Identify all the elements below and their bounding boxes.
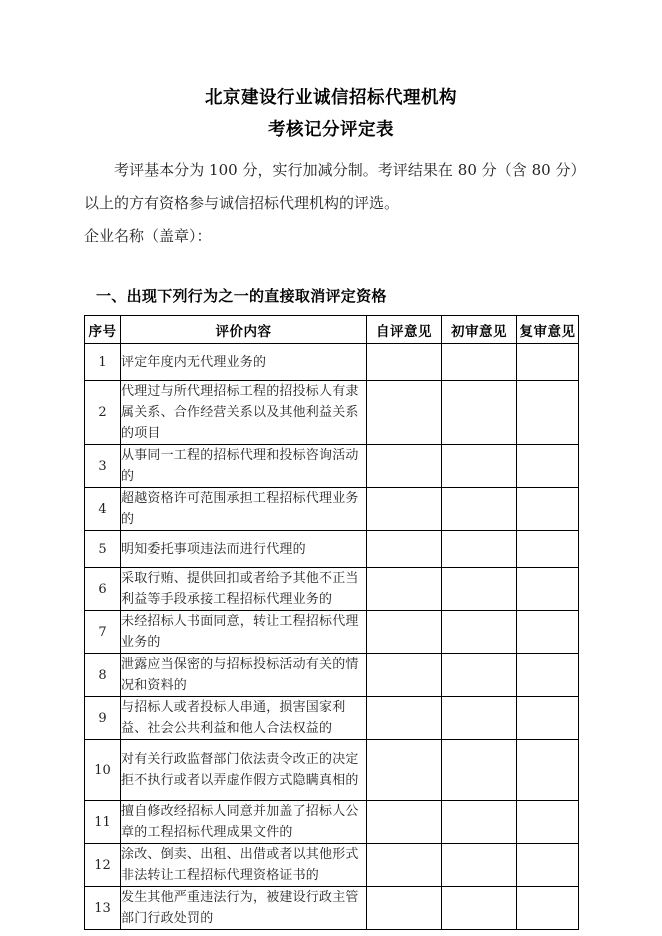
cell-second-review[interactable] [517,801,579,844]
cell-first-review[interactable] [442,887,517,930]
column-header-content: 评价内容 [121,316,367,344]
table-header-row [85,316,579,344]
company-name-label: 企业名称（盖章）： [84,227,212,245]
table-row [85,344,579,381]
cell-first-review[interactable] [442,697,517,740]
intro-paragraph [84,154,578,220]
cell-evaluation-content: 与招标人或者投标人串通，损害国家利益、社会公共利益和他人合法权益的 [121,697,367,740]
cell-row-number: 4 [85,488,121,531]
column-header-self-review: 自评意见 [367,316,442,344]
cell-row-number: 13 [85,887,121,930]
table-body [85,344,579,930]
cell-evaluation-content: 超越资格许可范围承担工程招标代理业务的 [121,488,367,531]
cell-row-number: 6 [85,568,121,611]
intro-paragraph-text: 考评基本分为 100 分，实行加减分制。考评结果在 80 分（含 80 分）以上的方有资格参与诚信招标代理机构的评选。 [84,161,578,212]
cell-self-review[interactable] [367,381,442,445]
page-subtitle: 考核记分评定表 [268,120,394,140]
cell-first-review[interactable] [442,654,517,697]
cell-row-number: 5 [85,531,121,568]
table-row [85,844,579,887]
cell-second-review[interactable] [517,611,579,654]
cell-self-review[interactable] [367,445,442,488]
cell-second-review[interactable] [517,740,579,801]
cell-evaluation-content: 擅自修改经招标人同意并加盖了招标人公章的工程招标代理成果文件的 [121,801,367,844]
cell-row-number: 2 [85,381,121,445]
evaluation-table [84,315,579,930]
cell-self-review[interactable] [367,488,442,531]
cell-evaluation-content: 明知委托事项违法而进行代理的 [121,531,367,568]
cell-evaluation-content: 对有关行政监督部门依法责令改正的决定拒不执行或者以弄虚作假方式隐瞒真相的 [121,740,367,801]
cell-first-review[interactable] [442,740,517,801]
table-row [85,568,579,611]
table-row [85,654,579,697]
cell-second-review[interactable] [517,488,579,531]
cell-evaluation-content: 从事同一工程的招标代理和投标咨询活动的 [121,445,367,488]
table-row [85,381,579,445]
cell-first-review[interactable] [442,611,517,654]
cell-row-number: 1 [85,344,121,381]
cell-self-review[interactable] [367,344,442,381]
cell-second-review[interactable] [517,381,579,445]
page-title: 北京建设行业诚信招标代理机构 [205,88,457,108]
cell-self-review[interactable] [367,844,442,887]
column-header-first-review: 初审意见 [442,316,517,344]
cell-evaluation-content: 涂改、倒卖、出租、出借或者以其他形式非法转让工程招标代理资格证书的 [121,844,367,887]
table-header [85,316,579,344]
document-body [84,84,578,930]
table-row [85,887,579,930]
section-heading-one: 一、出现下列行为之一的直接取消评定资格 [96,287,387,305]
cell-evaluation-content: 评定年度内无代理业务的 [121,344,367,381]
cell-evaluation-content: 代理过与所代理招标工程的招投标人有隶属关系、合作经营关系以及其他利益关系的项目 [121,381,367,445]
column-header-second-review: 复审意见 [517,316,579,344]
table-row [85,801,579,844]
cell-self-review[interactable] [367,568,442,611]
cell-row-number: 12 [85,844,121,887]
cell-evaluation-content: 泄露应当保密的与招标投标活动有关的情况和资料的 [121,654,367,697]
cell-self-review[interactable] [367,887,442,930]
table-row [85,740,579,801]
cell-first-review[interactable] [442,344,517,381]
cell-row-number: 8 [85,654,121,697]
cell-second-review[interactable] [517,887,579,930]
cell-evaluation-content: 发生其他严重违法行为，被建设行政主管部门行政处罚的 [121,887,367,930]
cell-row-number: 3 [85,445,121,488]
cell-first-review[interactable] [442,844,517,887]
cell-row-number: 10 [85,740,121,801]
cell-self-review[interactable] [367,740,442,801]
cell-self-review[interactable] [367,654,442,697]
cell-second-review[interactable] [517,568,579,611]
cell-second-review[interactable] [517,844,579,887]
table-row [85,531,579,568]
cell-second-review[interactable] [517,697,579,740]
cell-first-review[interactable] [442,445,517,488]
table-row [85,445,579,488]
cell-self-review[interactable] [367,801,442,844]
table-row [85,611,579,654]
table-row [85,697,579,740]
cell-second-review[interactable] [517,531,579,568]
table-row [85,488,579,531]
cell-evaluation-content: 未经招标人书面同意，转让工程招标代理业务的 [121,611,367,654]
cell-second-review[interactable] [517,344,579,381]
cell-self-review[interactable] [367,531,442,568]
cell-row-number: 11 [85,801,121,844]
cell-second-review[interactable] [517,654,579,697]
cell-first-review[interactable] [442,568,517,611]
cell-row-number: 7 [85,611,121,654]
cell-evaluation-content: 采取行贿、提供回扣或者给予其他不正当利益等手段承接工程招标代理业务的 [121,568,367,611]
cell-first-review[interactable] [442,801,517,844]
column-header-no: 序号 [85,316,121,344]
cell-self-review[interactable] [367,611,442,654]
cell-first-review[interactable] [442,531,517,568]
cell-row-number: 9 [85,697,121,740]
cell-first-review[interactable] [442,488,517,531]
cell-self-review[interactable] [367,697,442,740]
cell-first-review[interactable] [442,381,517,445]
cell-second-review[interactable] [517,445,579,488]
